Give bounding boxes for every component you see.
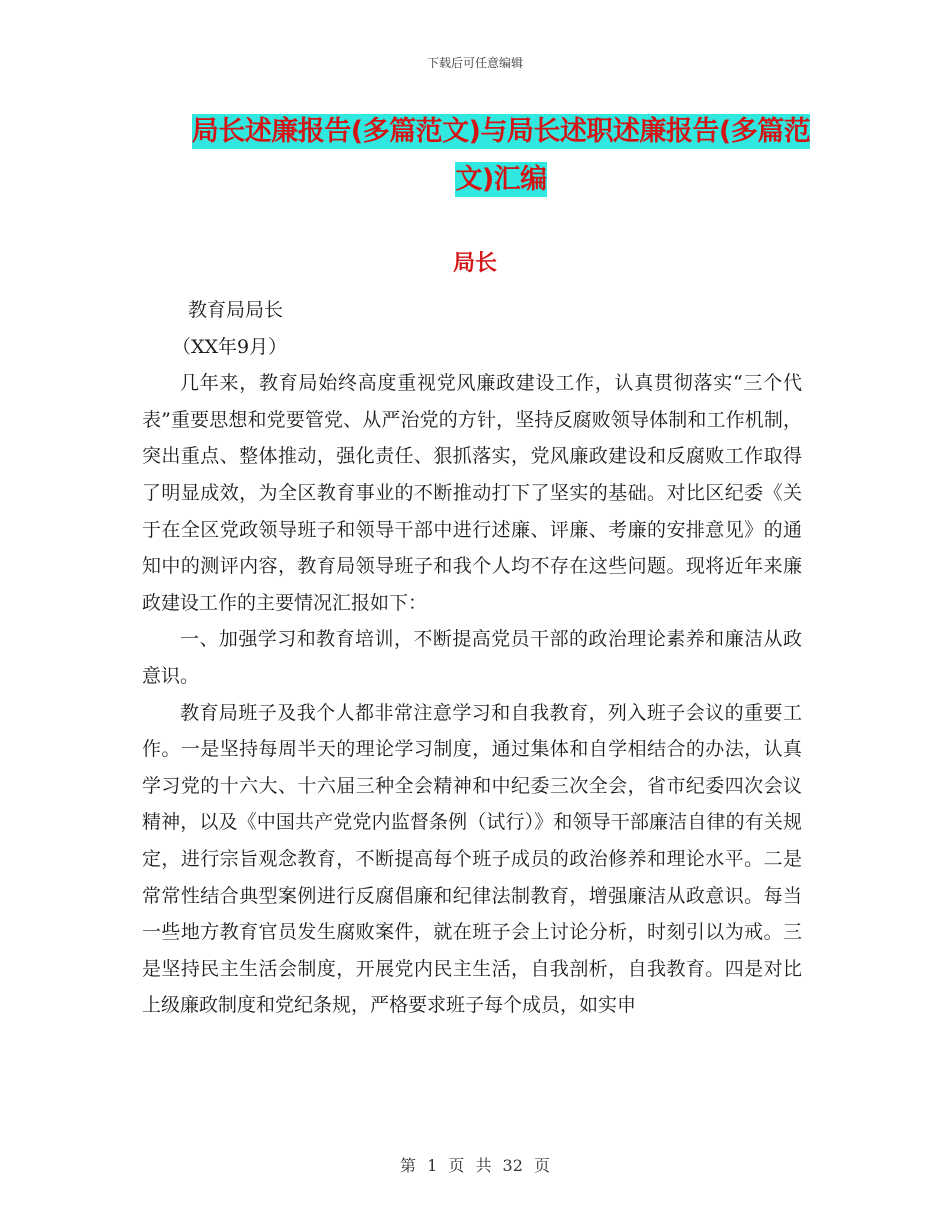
date-line: （XX年9月）	[172, 335, 288, 358]
title-highlight: 局长述廉报告(多篇范文)与局长述职述廉报告(多篇范文)汇编	[191, 116, 811, 195]
document-title	[186, 108, 816, 204]
page-footer: 第 1 页 共 32 页	[400, 1156, 550, 1175]
paragraph-study: 教育局班子及我个人都非常注意学习和自我教育，列入班子会议的重要工作。一是坚持每周半天的理论学习制度，通过集体和自学相结合的办法，认真学习党的十六大、十六届三种全会精神和中纪委三次全会，省市纪委四次会议精神，以及《中国共产党党内监督条例（试行）》和领导干部廉洁自律的有关规定，进行宗旨观念教育，不断提高每个班子成员的政治修养和理论水平。二是常常性结合典型案例进行反腐倡廉和纪律法制教育，增强廉洁从政意识。每当一些地方教育官员发生腐败案件，就在班子会上讨论分析，时刻引以为戒。三是坚持民主生活会制度，开展党内民主生活，自我剖析，自我教育。四是对比上级廉政制度和党纪条规，严格要求班子每个成员，如实申	[142, 701, 802, 1017]
section-title: 局长	[452, 251, 497, 276]
header-note: 下载后可任意编辑	[426, 56, 523, 70]
paragraph-heading-1: 一、加强学习和教育培训，不断提高党员干部的政治理论素养和廉洁从政意识。	[142, 628, 802, 687]
author-line: 教育局局长	[188, 299, 284, 321]
body-text	[142, 292, 802, 1024]
paragraph-intro: 几年来，教育局始终高度重视党风廉政建设工作，认真贯彻落实“三个代表”重要思想和党要管党、从严治党的方针，坚持反腐败领导体制和工作机制，突出重点、整体推动，强化责任、狠抓落实，党风廉政建设和反腐败工作取得了明显成效，为全区教育事业的不断推动打下了坚实的基础。对比区纪委《关于在全区党政领导班子和领导干部中进行述廉、评廉、考廉的安排意见》的通知中的测评内容，教育局领导班子和我个人均不存在这些问题。现将近年来廉政建设工作的主要情况汇报如下：	[142, 372, 802, 614]
